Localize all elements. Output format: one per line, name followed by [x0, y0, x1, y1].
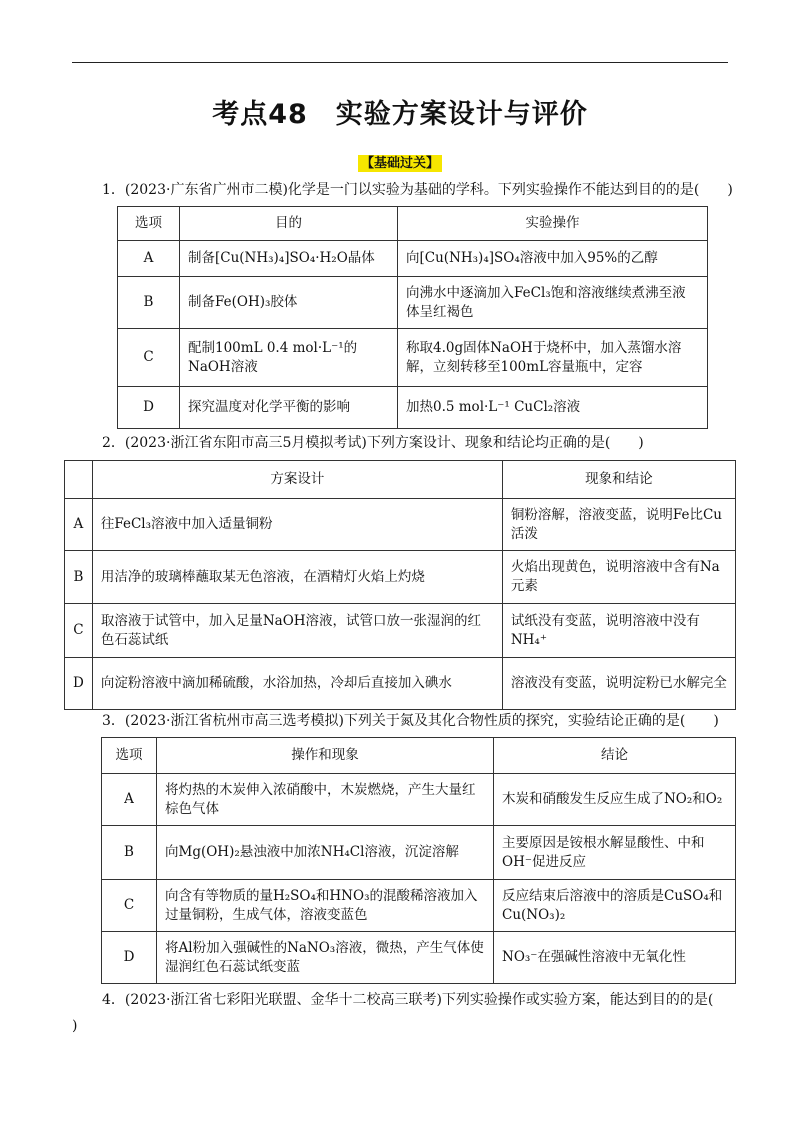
table-row [65, 551, 736, 604]
option-letter: C [65, 604, 93, 658]
column-header: 操作和现象 [157, 738, 494, 774]
option-letter: D [65, 658, 93, 710]
purpose-cell: 制备[Cu(NH₃)₄]SO₄·H₂O晶体 [180, 241, 398, 277]
question-4-stem: 4．(2023·浙江省七彩阳光联盟、金华十二校高三联考)下列实验操作或实验方案，能达到目的的是( [102, 992, 714, 1008]
page-title: 考点48 实验方案设计与评价 [212, 99, 588, 130]
column-header: 目的 [180, 207, 398, 241]
option-letter: D [102, 932, 157, 984]
column-header: 现象和结论 [502, 461, 735, 499]
table-row [118, 329, 708, 387]
conclusion-cell: NO₃⁻在强碱性溶液中无氧化性 [494, 932, 736, 984]
option-letter: B [65, 551, 93, 604]
option-letter: A [118, 241, 180, 277]
operation-cell: 称取4.0g固体NaOH于烧杯中，加入蒸馏水溶解，立刻转移至100mL容量瓶中，定容 [398, 329, 708, 387]
option-letter: D [118, 387, 180, 429]
section-tag [0, 152, 800, 171]
conclusion-cell: 试纸没有变蓝，说明溶液中没有NH₄⁺ [502, 604, 735, 658]
table-row [102, 880, 736, 932]
operation-cell: 向[Cu(NH₃)₄]SO₄溶液中加入95%的乙醇 [398, 241, 708, 277]
option-letter: A [65, 499, 93, 551]
conclusion-cell: 反应结束后溶液中的溶质是CuSO₄和Cu(NO₃)₂ [494, 880, 736, 932]
question-2-stem: 2．(2023·浙江省东阳市高三5月模拟考试)下列方案设计、现象和结论均正确的是( ) [102, 435, 644, 451]
operation-cell: 向含有等物质的量H₂SO₄和HNO₃的混酸稀溶液加入过量铜粉，生成气体，溶液变蓝色 [157, 880, 494, 932]
design-cell: 取溶液于试管中，加入足量NaOH溶液，试管口放一张湿润的红色石蕊试纸 [92, 604, 502, 658]
option-letter: A [102, 774, 157, 826]
question-3-stem: 3．(2023·浙江省杭州市高三选考模拟)下列关于氮及其化合物性质的探究，实验结论正确的是( ) [102, 713, 719, 729]
operation-cell: 加热0.5 mol·L⁻¹ CuCl₂溶液 [398, 387, 708, 429]
conclusion-cell: 溶液没有变蓝，说明淀粉已水解完全 [502, 658, 735, 710]
table-row [118, 387, 708, 429]
question-1-table [117, 206, 708, 429]
table-row [118, 277, 708, 329]
option-letter: B [118, 277, 180, 329]
question-1-stem: 1．(2023·广东省广州市二模)化学是一门以实验为基础的学科。下列实验操作不能达到目的的是( ) [102, 182, 733, 198]
column-header: 选项 [118, 207, 180, 241]
table-header-row [65, 461, 736, 499]
conclusion-cell: 木炭和硝酸发生反应生成了NO₂和O₂ [494, 774, 736, 826]
option-letter: C [118, 329, 180, 387]
purpose-cell: 配制100mL 0.4 mol·L⁻¹的NaOH溶液 [180, 329, 398, 387]
purpose-cell: 探究温度对化学平衡的影响 [180, 387, 398, 429]
operation-cell: 向沸水中逐滴加入FeCl₃饱和溶液继续煮沸至液体呈红褐色 [398, 277, 708, 329]
column-header [65, 461, 93, 499]
conclusion-cell: 火焰出现黄色，说明溶液中含有Na元素 [502, 551, 735, 604]
table-row [102, 774, 736, 826]
design-cell: 往FeCl₃溶液中加入适量铜粉 [92, 499, 502, 551]
conclusion-cell: 铜粉溶解，溶液变蓝，说明Fe比Cu活泼 [502, 499, 735, 551]
option-letter: C [102, 880, 157, 932]
column-header: 方案设计 [92, 461, 502, 499]
question-2-table [64, 460, 736, 710]
question-4-stem-continued: ) [72, 1018, 78, 1034]
section-tag-label: 【基础过关】 [358, 155, 442, 172]
operation-cell: 向Mg(OH)₂悬浊液中加浓NH₄Cl溶液，沉淀溶解 [157, 826, 494, 880]
column-header: 实验操作 [398, 207, 708, 241]
table-row [65, 604, 736, 658]
table-header-row [102, 738, 736, 774]
design-cell: 向淀粉溶液中滴加稀硫酸，水浴加热，冷却后直接加入碘水 [92, 658, 502, 710]
table-row [118, 241, 708, 277]
operation-cell: 将灼热的木炭伸入浓硝酸中，木炭燃烧，产生大量红棕色气体 [157, 774, 494, 826]
design-cell: 用洁净的玻璃棒蘸取某无色溶液，在酒精灯火焰上灼烧 [92, 551, 502, 604]
table-row [102, 932, 736, 984]
operation-cell: 将Al粉加入强碱性的NaNO₃溶液，微热，产生气体使湿润红色石蕊试纸变蓝 [157, 932, 494, 984]
option-letter: B [102, 826, 157, 880]
column-header: 选项 [102, 738, 157, 774]
table-row [65, 658, 736, 710]
question-3-table [101, 737, 736, 984]
table-row [102, 826, 736, 880]
conclusion-cell: 主要原因是铵根水解显酸性、中和OH⁻促进反应 [494, 826, 736, 880]
table-row [65, 499, 736, 551]
top-rule [72, 62, 728, 63]
column-header: 结论 [494, 738, 736, 774]
purpose-cell: 制备Fe(OH)₃胶体 [180, 277, 398, 329]
table-header-row [118, 207, 708, 241]
